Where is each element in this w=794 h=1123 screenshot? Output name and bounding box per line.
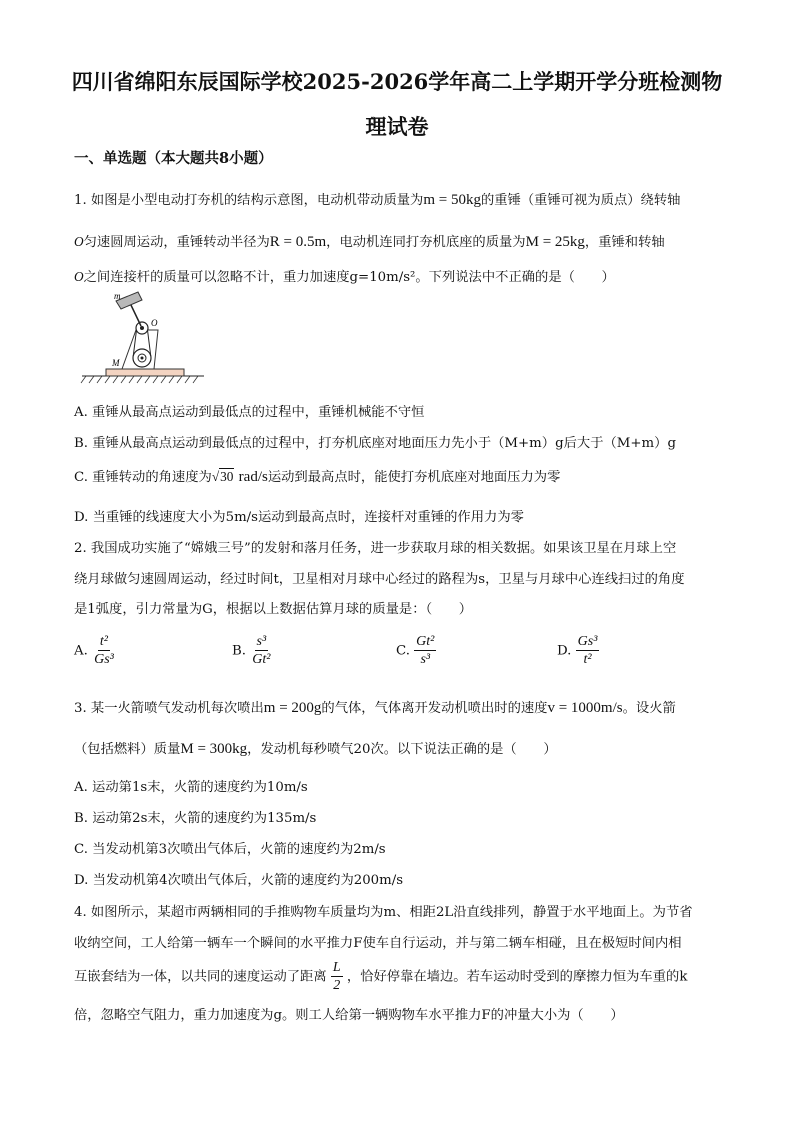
fig-label-o: O — [151, 318, 158, 328]
q3-option-a: A. 运动第1s末，火箭的速度约为10m/s — [74, 780, 308, 795]
q4-line-2: 收纳空间，工人给第一辆车一个瞬间的水平推力F使车自行运动，并与第二辆车相碰，且在极短时间内相 — [74, 936, 682, 951]
q2-line-2: 绕月球做匀速圆周运动，经过时间t，卫星相对月球中心经过的路程为s，卫星与月球中心连线扫过的角度 — [74, 572, 685, 587]
q4-line-3: 互嵌套结为一体，以共同的速度运动了距离 $\frac{L}{2}$ ，恰好停靠在墙边。若车运动时受到的摩擦力恒为车重的k — [74, 960, 688, 994]
q4-line-1: 4. 如图所示，某超市两辆相同的手推购物车质量均为m、相距2L沿直线排列，静置于水平地面上。为节省 — [74, 905, 693, 920]
q1-line-1: 1. 如图是小型电动打夯机的结构示意图，电动机带动质量为m = 50kg的重锤（重锤可视为质点）绕转轴 — [74, 192, 681, 208]
q3-line-1: 3. 某一火箭喷气发动机每次喷出m = 200g的气体，气体离开发动机喷出时的速度v = 1000m/s。设火箭 — [74, 700, 676, 716]
q1-line-3: O之间连接杆的质量可以忽略不计，重力加速度g=10m/s²。下列说法中不正确的是（ ） — [74, 269, 615, 285]
q2-line-3: 是1弧度，引力常量为G，根据以上数据估算月球的质量是：（ ） — [74, 602, 473, 617]
fraction: $\frac{L}{2}$ — [332, 960, 341, 994]
formula: v = 1000m/s — [547, 700, 623, 716]
formula: R = 0.5m — [269, 234, 327, 250]
fig-label-M: M — [112, 358, 120, 368]
formula: M = 25kg — [525, 234, 585, 250]
q2-option-c: C. $\frac{\text{Gt²}}{\text{s³}}$ — [396, 634, 435, 668]
q3-option-b: B. 运动第2s末，火箭的速度约为135m/s — [74, 811, 317, 826]
formula: M = 300kg — [180, 741, 248, 757]
tamper-machine-figure — [78, 290, 208, 390]
page-title: 四川省绵阳东辰国际学校2025-2026学年高二上学期开学分班检测物 — [71, 69, 723, 94]
q2-line-1: 2. 我国成功实施了“嫦娥三号”的发射和落月任务，进一步获取月球的相关数据。如果该卫星在月球上空 — [74, 541, 677, 556]
fraction: $\frac{\text{Gt²}}{\text{s³}}$ — [416, 634, 435, 668]
sqrt-expression: √30 — [211, 469, 234, 484]
q2-option-d: D. $\frac{\text{Gs³}}{\text{t²}}$ — [557, 634, 598, 668]
fraction: $\frac{\text{t²}}{\text{Gs³}}$ — [94, 634, 114, 668]
q2-option-a: A. $\frac{\text{t²}}{\text{Gs³}}$ — [74, 634, 114, 668]
fig-label-m: m — [114, 291, 121, 301]
q2-option-b: B. $\frac{\text{s³}}{\text{Gt²}}$ — [232, 634, 271, 668]
q1-option-c: C. 重锤转动的角速度为√30 rad/s运动到最高点时，能使打夯机底座对地面压力为零 — [74, 469, 561, 485]
formula: m = 200g — [263, 700, 322, 716]
fraction: $\frac{\text{Gs³}}{\text{t²}}$ — [577, 634, 598, 668]
q1-option-b: B. 重锤从最高点运动到最低点的过程中，打夯机底座对地面压力先小于（M+m）g后大于（M+m）g — [74, 436, 676, 451]
formula: m = 50kg — [423, 192, 481, 208]
q3-line-2: （包括燃料）质量M = 300kg，发动机每秒喷气20次。以下说法正确的是（ ） — [74, 741, 557, 757]
section-heading: 一、单选题（本大题共8小题） — [74, 150, 273, 167]
q1-line-2: O匀速圆周运动，重锤转动半径为R = 0.5m，电动机连同打夯机底座的质量为M = 25kg，重锤和转轴 — [74, 234, 665, 250]
q1-option-a: A. 重锤从最高点运动到最低点的过程中，重锤机械能不守恒 — [74, 405, 425, 420]
fraction: $\frac{\text{s³}}{\text{Gt²}}$ — [252, 634, 271, 668]
q1-option-d: D. 当重锤的线速度大小为5m/s运动到最高点时，连接杆对重锤的作用力为零 — [74, 510, 524, 525]
q3-option-d: D. 当发动机第4次喷出气体后，火箭的速度约为200m/s — [74, 873, 404, 888]
page-title-continued: 理试卷 — [365, 114, 429, 139]
q3-option-c: C. 当发动机第3次喷出气体后，火箭的速度约为2m/s — [74, 842, 386, 857]
q4-line-4: 倍，忽略空气阻力，重力加速度为g。则工人给第一辆购物车水平推力F的冲量大小为（ ） — [74, 1008, 624, 1023]
